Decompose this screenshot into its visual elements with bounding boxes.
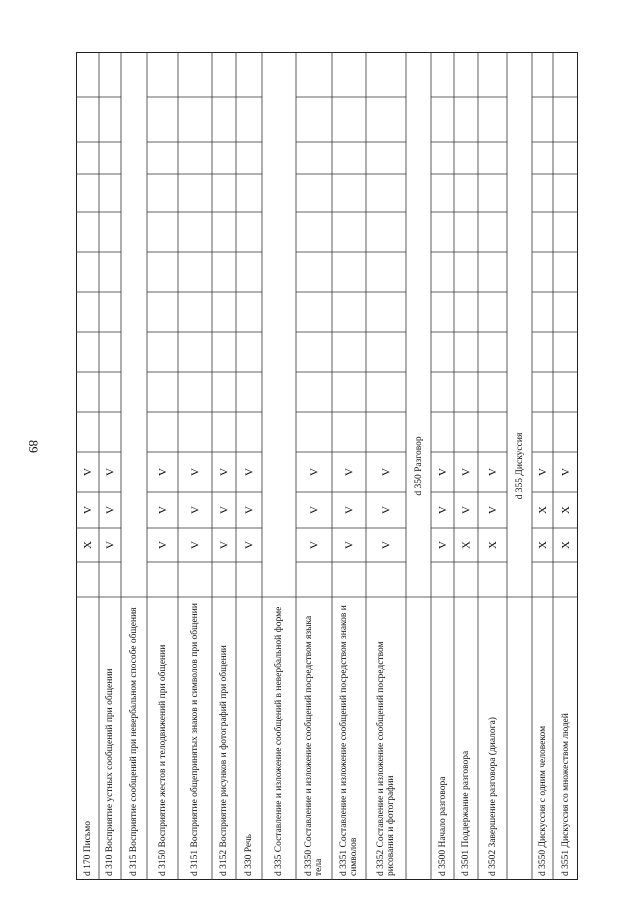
row-label-cell [236,597,262,880]
row-label-cell [121,52,147,880]
row-label: d 330 Речь [244,834,254,876]
row-label-cell [431,597,454,880]
mark-v: V [218,541,231,549]
row-label-cell [178,597,212,880]
row-label-cell [332,597,366,880]
mark-v: V [460,468,473,476]
row-label-cell [406,52,431,880]
row-label: d 315 Восприятие сообщений при невербальном способе общения [129,607,139,876]
mark-v: V [487,506,499,514]
mark-v: V [189,506,202,514]
row-label-cell [553,597,578,880]
row-label-cell [212,597,236,880]
row-label-cell [76,597,99,880]
mark-v: V [308,468,321,476]
mark-v: V [437,468,449,476]
mark-v: V [243,506,256,514]
mark-v: V [82,506,94,514]
mark-v: V [104,468,117,476]
row-label: d 170 Письмо [82,820,93,876]
mark-v: V [343,506,356,514]
row-label-cell [366,597,406,880]
mark-v: V [460,506,473,514]
row-label: d 3152 Восприятие рисунков и фотографий при общении [219,645,229,876]
mark-v: V [487,468,499,476]
mark-v: V [243,541,256,549]
row-label-cell [478,597,507,880]
row-label: d 335 Составление и изложение сообщений в невербальной форме [274,606,284,876]
mark-v: V [104,506,117,514]
mark-v: V [218,468,231,476]
row-label-cell [147,597,178,880]
mark-v: V [308,541,321,549]
mark-v: V [157,468,169,476]
row-label: d 310 Восприятие устных сообщений при общении [105,668,115,876]
mark-v: V [437,541,449,549]
assessment-table [76,52,578,880]
row-label-cell [454,597,478,880]
row-label: d 350 Разговор [413,436,424,496]
row-label: d 355 Дискуссия [514,432,525,500]
row-label-cell [532,597,553,880]
row-label-cell [99,597,121,880]
mark-x: X [537,541,549,549]
mark-v: V [380,506,393,514]
mark-x: X [560,541,572,549]
mark-v: V [537,468,549,476]
row-label: d 3501 Поддержание разговора [461,750,471,876]
mark-v: V [437,506,449,514]
mark-v: V [308,506,321,514]
mark-x: X [487,541,499,549]
page-number: 89 [26,440,41,453]
row-label: d 3351 Составление и изложение сообщений посредством знаков и символов [339,605,359,876]
mark-v: V [243,468,256,476]
row-label-cell [507,52,532,880]
mark-x: X [537,506,549,514]
row-label: d 3502 Завершение разговора (диалога) [487,717,498,876]
row-label: d 3551 Дискуссия со множеством людей [560,713,571,876]
row-label: d 3352 Составление и изложение сообщений посредством рисования и фотографии [376,641,396,876]
mark-x: X [460,541,473,549]
mark-v: V [189,468,202,476]
row-label: d 3350 Составление и изложение сообщений посредством языка тела [304,615,324,876]
mark-v: V [157,506,169,514]
mark-v: V [218,506,231,514]
mark-v: V [380,541,393,549]
row-label: d 3500 Начало разговора [437,776,448,876]
row-label-cell [296,597,332,880]
mark-v: V [157,541,169,549]
mark-v: V [82,468,94,476]
mark-x: X [82,541,94,549]
mark-v: V [343,541,356,549]
mark-x: X [560,506,572,514]
row-label: d 3150 Восприятие жестов и телодвижений при общении [157,644,168,876]
mark-v: V [104,541,117,549]
row-label: d 3550 Дискуссия с одним человеком [537,725,548,876]
mark-v: V [189,541,202,549]
mark-v: V [343,468,356,476]
row-label: d 3151 Восприятие общепринятых знаков и символов при общении [190,603,200,876]
mark-v: V [380,468,393,476]
row-label-cell [262,52,296,880]
mark-v: V [560,468,572,476]
